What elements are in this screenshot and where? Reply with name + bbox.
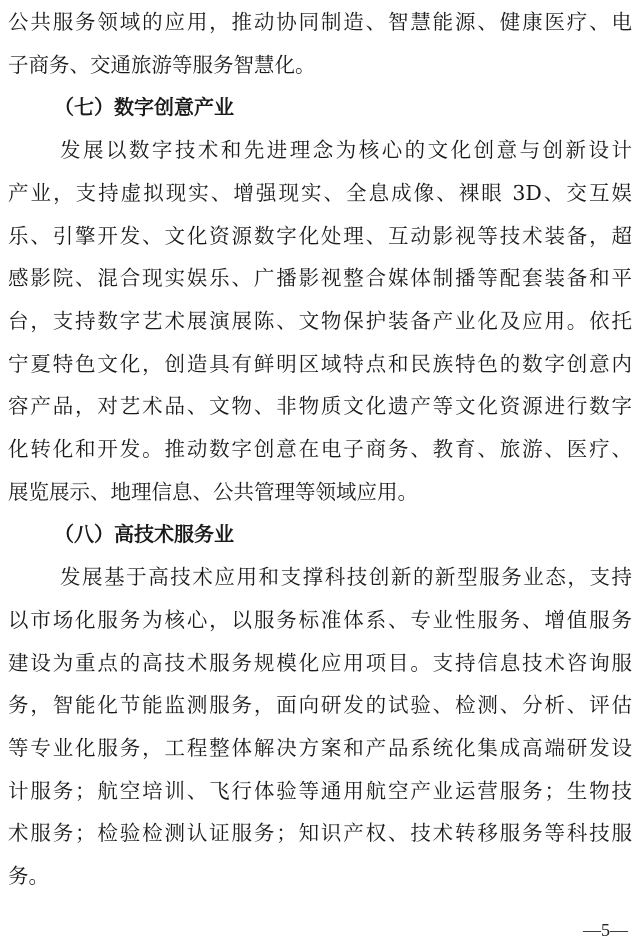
paragraph-line [0, 643, 640, 683]
paragraph-line [0, 216, 640, 256]
paragraph-line-text: 化转化和开发。推动数字创意在电子商务、教育、旅游、医疗、 [8, 437, 632, 461]
paragraph-line [0, 856, 640, 896]
paragraph-line [0, 472, 640, 512]
paragraph-line-text: 容产品，对艺术品、文物、非物质文化遗产等文化资源进行数字 [8, 394, 632, 419]
paragraph-line [0, 2, 640, 42]
paragraph-line [0, 813, 640, 853]
paragraph-line-text: 务。 [8, 864, 49, 888]
paragraph-line-text: 展览展示、地理信息、公共管理等领域应用。 [8, 479, 418, 504]
section-heading [0, 514, 640, 554]
paragraph-line-text: 公共服务领域的应用，推动协同制造、智慧能源、健康医疗、电 [8, 10, 632, 34]
page-number: —5— [583, 920, 628, 940]
paragraph-line-text: 子商务、交通旅游等服务智慧化。 [8, 52, 316, 77]
paragraph-line-text: 务，智能化节能监测服务，面向研发的试验、检测、分析、评估 [8, 693, 632, 718]
paragraph-line [0, 258, 640, 298]
paragraph-line [0, 344, 640, 384]
paragraph-line [0, 557, 640, 597]
paragraph-line-text: 发展以数字技术和先进理念为核心的文化创意与创新设计 [60, 138, 632, 163]
section-heading-text: （八）高技术服务业 [54, 522, 234, 547]
paragraph-line [0, 45, 640, 85]
paragraph-line [0, 386, 640, 426]
paragraph-line-text: 产业，支持虚拟现实、增强现实、全息成像、裸眼 3D、交互娱 [8, 180, 632, 205]
paragraph-line [0, 429, 640, 469]
paragraph-line [0, 600, 640, 640]
paragraph-line-text: 计服务；航空培训、飞行体验等通用航空产业运营服务；生物技 [8, 778, 632, 803]
paragraph-line [0, 301, 640, 341]
paragraph-line [0, 130, 640, 170]
paragraph-line-text: 以市场化服务为核心，以服务标准体系、专业性服务、增值服务 [8, 607, 632, 632]
paragraph-line-text: 术服务；检验检测认证服务；知识产权、技术转移服务等科技服 [8, 821, 632, 846]
paragraph-line-text: 乐、引擎开发、文化资源数字化处理、互动影视等技术装备，超 [8, 223, 632, 248]
paragraph-line [0, 728, 640, 768]
paragraph-line-text: 宁夏特色文化，创造具有鲜明区域特点和民族特色的数字创意内 [8, 351, 632, 376]
paragraph-line-text: 台，支持数字艺术展演展陈、文物保护装备产业化及应用。依托 [8, 308, 632, 333]
paragraph-line-text: 等专业化服务，工程整体解决方案和产品系统化集成高端研发设 [8, 735, 632, 760]
paragraph-line-text: 建设为重点的高技术服务规模化应用项目。支持信息技术咨询服 [8, 650, 632, 675]
paragraph-line-text: 感影院、混合现实娱乐、广播影视整合媒体制播等配套装备和平 [8, 266, 632, 291]
paragraph-line-text: 发展基于高技术应用和支撑科技创新的新型服务业态，支持 [60, 565, 632, 590]
section-heading-text: （七）数字创意产业 [54, 95, 234, 120]
paragraph-line [0, 685, 640, 725]
paragraph-line [0, 173, 640, 213]
paragraph-line [0, 771, 640, 811]
section-heading [0, 87, 640, 127]
